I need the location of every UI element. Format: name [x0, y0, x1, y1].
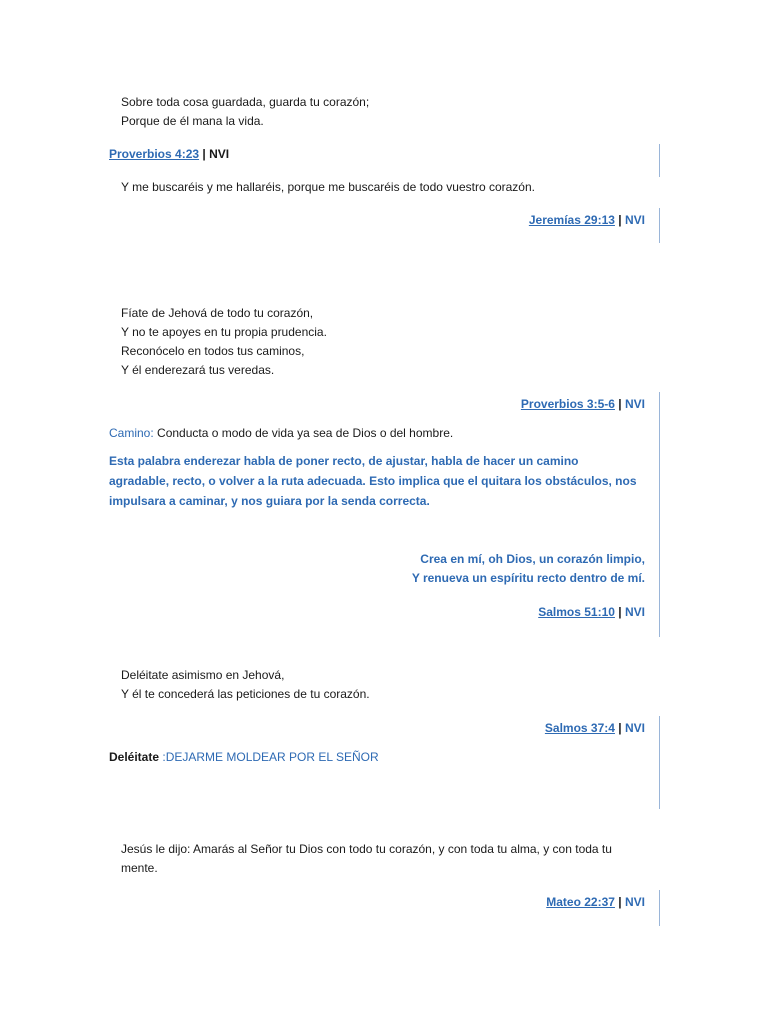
version-label: NVI	[624, 721, 645, 735]
reference-link[interactable]: Salmos 37:4	[544, 721, 615, 735]
version-label: NVI	[624, 213, 645, 227]
explanation-line: impulsara a caminar, y nos guiara por la senda correcta.	[109, 494, 430, 508]
separator: |	[618, 721, 622, 735]
reference-salmos-51-10	[538, 603, 645, 622]
divider-bar	[659, 144, 660, 177]
divider-bar	[659, 392, 660, 637]
reference-proverbios-3-5-6	[521, 395, 645, 414]
verse-line: Crea en mí, oh Dios, un corazón limpio,	[420, 552, 645, 566]
reference-link[interactable]: Mateo 22:37	[546, 895, 615, 909]
verse-line: mente.	[121, 861, 158, 875]
separator: |	[618, 213, 622, 227]
divider-bar	[659, 890, 660, 926]
reference-salmos-37-4	[545, 719, 645, 738]
verse-line: Fíate de Jehová de todo tu corazón,	[121, 306, 314, 320]
reference-link[interactable]: Proverbios 3:5-6	[520, 397, 615, 411]
reference-link[interactable]: Proverbios 4:23	[109, 147, 200, 161]
divider-bar	[659, 208, 660, 243]
explanation-line: Esta palabra enderezar habla de poner recto, de ajustar, habla de hacer un camino	[109, 454, 579, 468]
definition-text: Conducta o modo de vida ya sea de Dios o del hombre.	[153, 426, 454, 440]
verse-line: Y él enderezará tus veredas.	[121, 363, 275, 377]
version-label: NVI	[209, 147, 230, 161]
separator: |	[618, 605, 622, 619]
definition-deleitate	[109, 748, 379, 767]
verse-line: Y me buscaréis y me hallaréis, porque me buscaréis de todo vuestro corazón.	[121, 180, 535, 194]
separator: |	[618, 397, 622, 411]
verse-line: Y él te concederá las peticiones de tu corazón.	[121, 687, 370, 701]
verse-line: Porque de él mana la vida.	[121, 114, 264, 128]
verse-line: Jesús le dijo: Amarás al Señor tu Dios con todo tu corazón, y con toda tu alma, y con toda tu	[121, 842, 612, 856]
verse-line: Y renueva un espíritu recto dentro de mí.	[411, 571, 645, 585]
explanation-line: agradable, recto, o volver a la ruta adecuada. Esto implica que el quitara los obstáculos, nos	[109, 474, 637, 488]
reference-mateo-22-37	[546, 893, 645, 912]
version-label: NVI	[624, 397, 645, 411]
definition-text: :DEJARME MOLDEAR POR EL SEÑOR	[159, 750, 379, 764]
divider-bar	[659, 716, 660, 809]
version-label: NVI	[624, 605, 645, 619]
definition-term: Camino:	[109, 426, 154, 440]
separator: |	[202, 147, 206, 161]
definition-camino	[109, 424, 453, 443]
reference-jeremias-29-13	[529, 211, 645, 230]
separator: |	[618, 895, 622, 909]
reference-proverbios-4-23	[109, 145, 229, 164]
verse-line: Reconócelo en todos tus caminos,	[121, 344, 305, 358]
reference-link[interactable]: Jeremías 29:13	[528, 213, 615, 227]
definition-term: Deléitate	[109, 750, 160, 764]
verse-line: Y no te apoyes en tu propia prudencia.	[121, 325, 327, 339]
version-label: NVI	[624, 895, 645, 909]
explanation-paragraph	[109, 451, 649, 511]
verse-line: Sobre toda cosa guardada, guarda tu corazón;	[121, 95, 370, 109]
reference-link[interactable]: Salmos 51:10	[538, 605, 615, 619]
verse-line: Deléitate asimismo en Jehová,	[121, 668, 285, 682]
